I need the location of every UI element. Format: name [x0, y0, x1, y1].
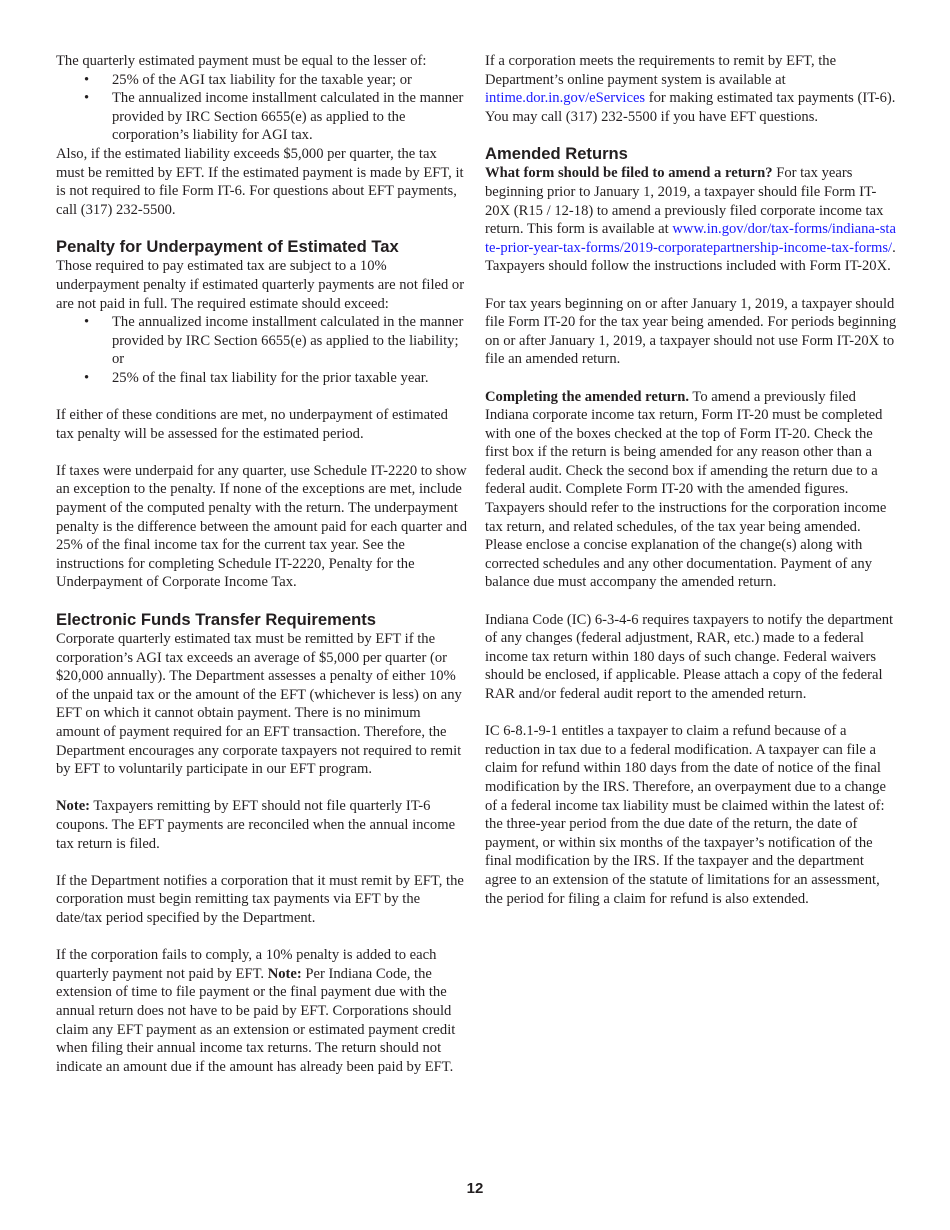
list-item-text: 25% of the final tax liability for the prior taxable year.: [112, 369, 429, 386]
note-label: Note:: [56, 798, 91, 815]
amended-question: What form should be filed to amend a return?: [485, 165, 773, 182]
intime-link[interactable]: intime.dor.in.gov/eServices: [485, 90, 646, 107]
eft-note-paragraph: [56, 797, 468, 853]
note-label: Note:: [267, 965, 302, 982]
list-item: [56, 369, 468, 388]
eft-cont-text-a: If a corporation meets the requirements to remit by EFT, the Department’s online payment system is available at: [485, 53, 837, 88]
ic-paragraph-1: Indiana Code (IC) 6-3-4-6 requires taxpayers to notify the department of any changes (federal adjustment, RAR, etc.) made to a federal income tax return within 180 days of such change. Federal waivers should be enclosed, if applicable. Please attach a copy of the federal RAR and/or federal audit report to the amended return.: [485, 611, 894, 702]
left-column: [56, 52, 468, 1076]
prior-year-forms-link[interactable]: www.in.gov/dor/tax-forms/indiana-state-prior-year-tax-forms/2019-corporatepartnership-income-tax-forms/: [485, 221, 896, 256]
completing-label: Completing the amended return.: [485, 388, 690, 405]
amended-paragraph-1: [485, 164, 897, 276]
ic-paragraph-2: IC 6-8.1-9-1 entitles a taxpayer to claim a refund because of a reduction in tax due to a federal modification. A taxpayer can file a claim for refund within 180 days from the date of notice of the final modification by the IRS. Therefore, an overpayment due to a change of a federal income tax liability must be claimed within the latest of: the three-year period from the due date of the return, the date of payment, or within six months of the taxpayer’s notification of the final modification by the IRS. If the taxpayer and the department agree to an extension of the statute of limitations for an assessment, the period for filing a claim for refund is also extended.: [485, 723, 886, 907]
list-item: [56, 89, 468, 145]
eft-paragraph-3: If the Department notifies a corporation that it must remit by EFT, the corporation must begin remitting tax payments via EFT by the date/tax period specified by the Department.: [56, 872, 464, 926]
amended-p1-text-a: For tax years beginning prior to January 1, 2019, a taxpayer should file Form IT-20X (R15 / 12-18) to amend a previously filed corporate income tax return. This form is available at: [485, 165, 884, 238]
amended-p1-text-b: . Taxpayers should follow the instructions included with Form IT-20X.: [485, 239, 896, 275]
list-item: [56, 313, 468, 369]
intro-after-paragraph: Also, if the estimated liability exceeds $5,000 per quarter, the tax must be remitted by EFT. If the estimated payment is made by EFT, it is not required to file Form IT-6. For questions about EFT payments, call (317) 232-5500.: [56, 145, 464, 218]
list-item-text: 25% of the AGI tax liability for the taxable year; or: [112, 71, 412, 88]
list-item-text: The annualized income installment calculated in the manner provided by IRC Section 6655(e) as applied to the liability; or: [112, 314, 464, 368]
bullet-icon: •: [84, 314, 90, 331]
penalty-heading: Penalty for Underpayment of Estimated Tax: [56, 237, 399, 257]
penalty-paragraph-3: If taxes were underpaid for any quarter, use Schedule IT-2220 to show an exception to the penalty. If none of the exceptions are met, include payment of the computed penalty with the return. The underpayment penalty is the difference between the amount paid for each quarter and 25% of the final income tax for the current tax year. See the instructions for completing Schedule IT-2220, Penalty for the Underpayment of Corporate Income Tax.: [56, 462, 468, 591]
completing-paragraph: [485, 388, 897, 593]
eft-heading: Electronic Funds Transfer Requirements: [56, 610, 376, 630]
penalty-paragraph-1: Those required to pay estimated tax are subject to a 10% underpayment penalty if estimated quarterly payments are not filed or are not paid in full. The required estimate should exceed:: [56, 258, 465, 312]
completing-text: To amend a previously filed Indiana corporate income tax return, Form IT-20 must be completed with one of the boxes checked at the top of Form IT-20. Check the first box if the return is being amended for any reason other than a federal audit. Check the second box if amending the return due to a federal audit. Complete Form IT-20 with the amended figures. Taxpayers should refer to the instructions for the corporation income tax return, and related schedules, of the tax year being amended. Please enclose a concise explanation of the change(s) along with corrected schedules and any other documentation. Payment of any balance due must accompany the amended return.: [485, 388, 887, 591]
amended-returns-heading: Amended Returns: [485, 144, 628, 164]
intro-paragraph: The quarterly estimated payment must be equal to the lesser of:: [56, 53, 427, 69]
bullet-icon: •: [84, 90, 90, 107]
bullet-icon: •: [84, 369, 90, 386]
intro-bullet-list: [56, 71, 468, 145]
eft-cont-text-b: for making estimated tax payments (IT-6). You may call (317) 232-5500 if you have EFT questions.: [485, 90, 896, 125]
eft-paragraph-4: [56, 946, 468, 1076]
list-item-text: The annualized income installment calculated in the manner provided by IRC Section 6655(e) as applied to the corporation’s liability for AGI tax.: [112, 90, 464, 144]
note-text: Taxpayers remitting by EFT should not file quarterly IT-6 coupons. The EFT payments are reconciled when the annual income tax return is filed.: [56, 798, 456, 852]
penalty-bullet-list: [56, 313, 468, 387]
eft-p4-text-b: Per Indiana Code, the extension of time to file payment or the final payment due with the annual return does not have to be paid by EFT. Corporations should claim any EFT payment as an extension or estimated payment credit when filing their annual income tax returns. The return should not indicate an amount due if the amount has already been paid by EFT.: [56, 965, 456, 1075]
amended-paragraph-2: For tax years beginning on or after January 1, 2019, a taxpayer should file Form IT-20 for the tax year being amended. For periods beginning on or after January 1, 2019, a taxpayer should not use Form IT-20X to file an amended return.: [485, 295, 897, 368]
list-item: [56, 71, 468, 90]
penalty-paragraph-2: If either of these conditions are met, no underpayment of estimated tax penalty will be assessed for the estimated period.: [56, 407, 448, 442]
right-column: [485, 52, 897, 908]
eft-continued-paragraph: [485, 52, 897, 126]
eft-paragraph-1: Corporate quarterly estimated tax must be remitted by EFT if the corporation’s AGI tax exceeds an average of $5,000 per quarter (or $20,000 annually). The Department assesses a penalty of either 10% of the unpaid tax or the amount of the EFT (whichever is less) on any EFT on which it cannot obtain payment. There is no minimum amount of payment required for an EFT transaction. Therefore, the Department encourages any corporate taxpayers not required to remit by EFT to voluntarily participate in our EFT program.: [56, 631, 462, 778]
eft-p4-text-a: If the corporation fails to comply, a 10% penalty is added to each quarterly payment not paid by EFT.: [56, 947, 437, 982]
page-number: 12: [466, 1180, 484, 1197]
bullet-icon: •: [84, 71, 90, 88]
